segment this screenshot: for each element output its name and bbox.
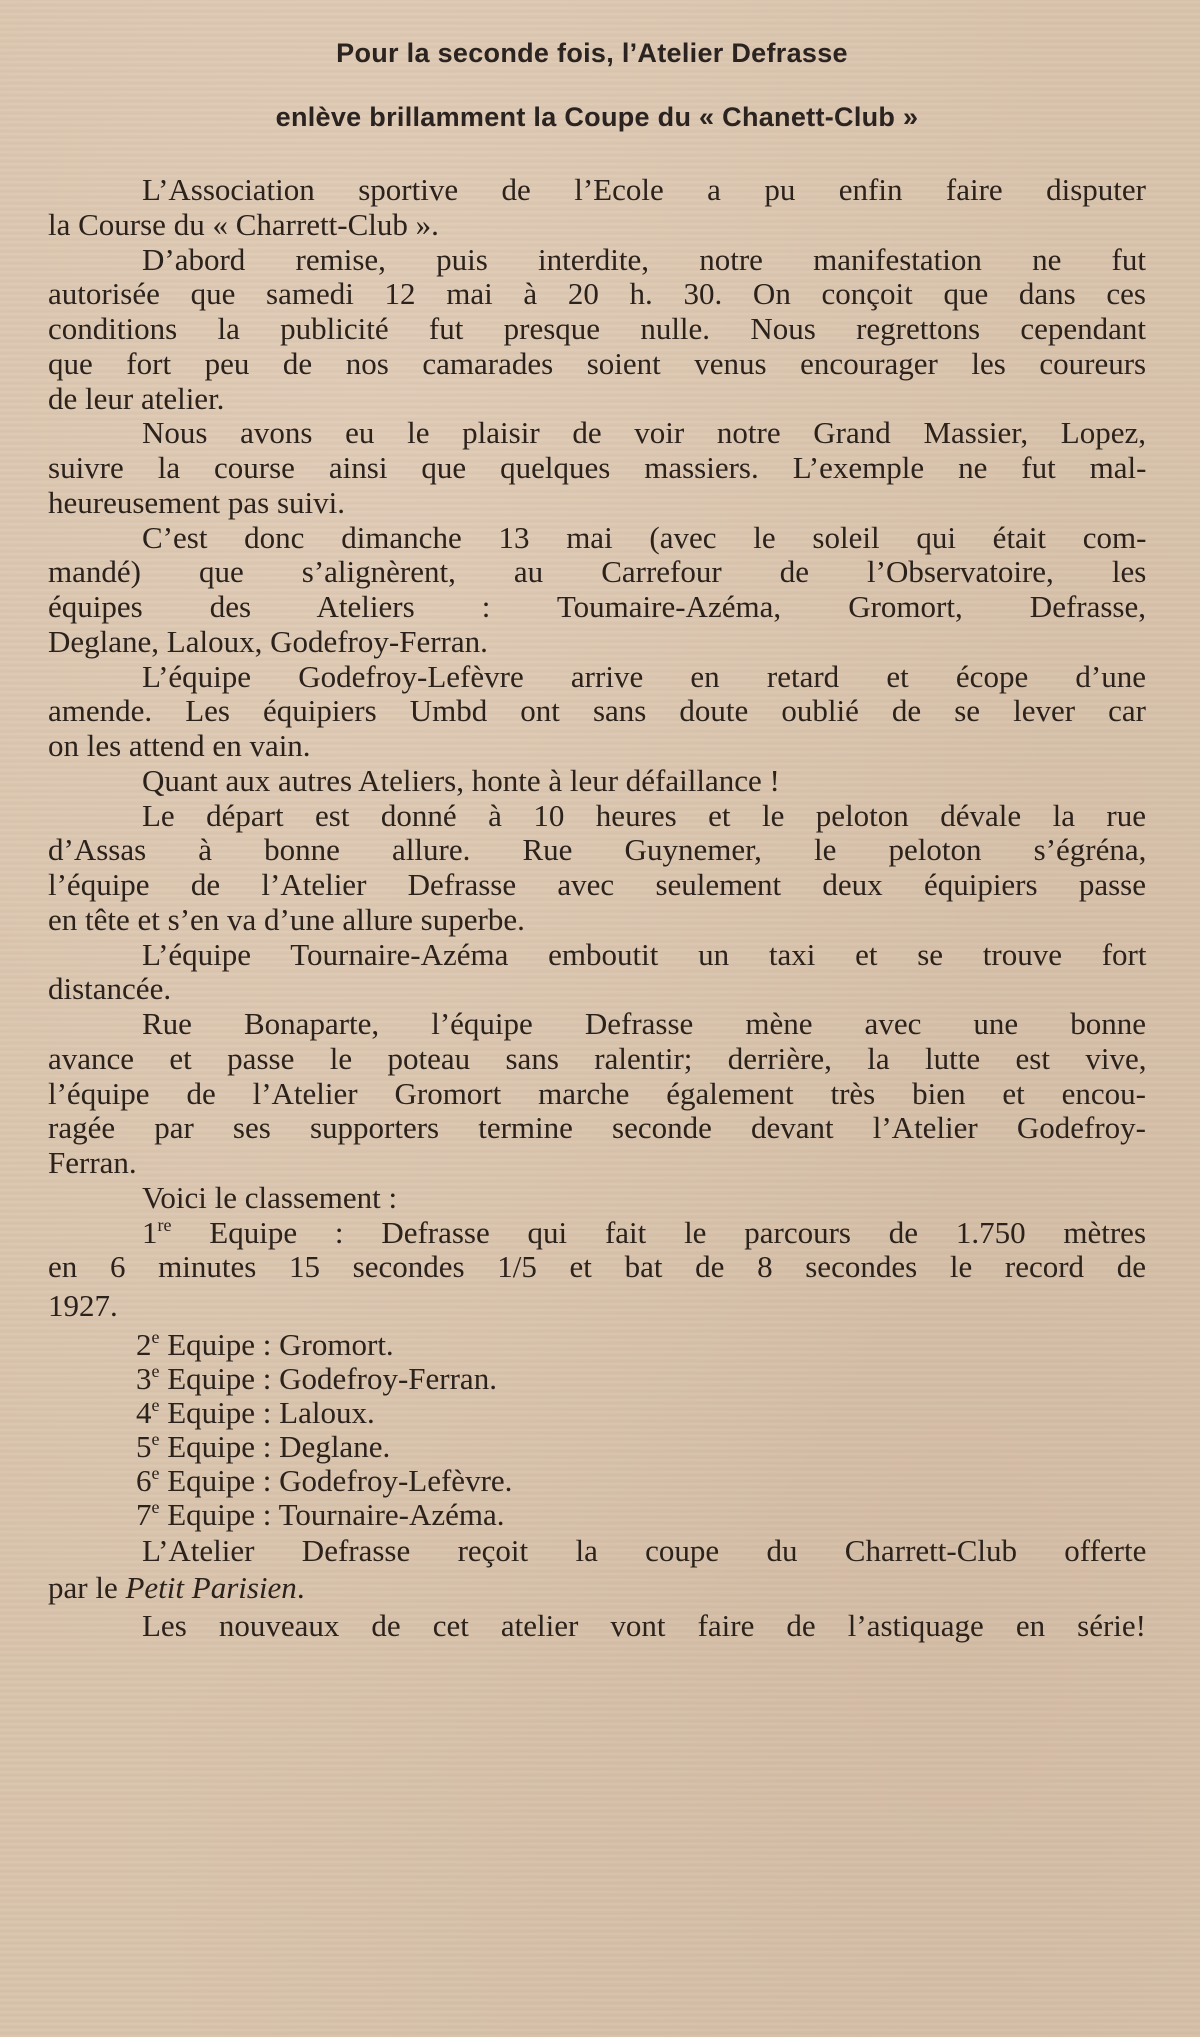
rank-number: 1 — [142, 1214, 158, 1250]
ranking-label: Equipe : Deglane. — [167, 1428, 391, 1464]
body-line: on les attend en vain. — [48, 728, 311, 763]
body-line: Nous avons eu le plaisir de voir notre Grand Massier, Lopez, — [142, 415, 1146, 451]
body-line: Rue Bonaparte, l’équipe Defrasse mène avec une bonne — [142, 1006, 1146, 1041]
body-line: équipes des Ateliers : Toumaire-Azéma, Gromort, Defrasse, — [48, 589, 1146, 624]
body-line: amende. Les équipiers Umbd ont sans doute oublié de se lever car — [48, 693, 1146, 729]
closing-prefix: par le — [48, 1569, 126, 1605]
body-line: C’est donc dimanche 13 mai (avec le soleil qui était com- — [142, 519, 1147, 555]
body-line: que fort peu de nos camarades soient venus encourager les coureurs — [48, 345, 1147, 381]
body-line: D’abord remise, puis interdite, notre manifestation ne fut — [142, 241, 1146, 277]
body-line: en tête et s’en va d’une allure superbe. — [48, 901, 525, 937]
body-line: suivre la course ainsi que quelques massiers. L’exemple ne fut mal- — [48, 450, 1147, 485]
rank-number: 4 — [136, 1394, 152, 1430]
ranking-item — [136, 1361, 497, 1397]
rank-suffix: e — [151, 1462, 160, 1483]
ranking-label: Equipe : Godefroy-Lefèvre. — [167, 1462, 513, 1498]
ranking-item — [136, 1327, 394, 1363]
first-place-line-1 — [142, 1215, 1146, 1251]
body-line: heureusement pas suivi. — [48, 484, 346, 520]
ranking-item — [136, 1395, 375, 1431]
ranking-label: Equipe : Godefroy-Ferran. — [167, 1360, 497, 1396]
body-line: L’équipe Tournaire-Azéma emboutit un taxi et se trouve fort — [142, 936, 1147, 972]
rank-suffix: re — [157, 1214, 172, 1235]
body-line: L’Association sportive de l’Ecole a pu enfin faire disputer — [142, 172, 1146, 207]
closing-line-2 — [48, 1570, 1146, 1606]
body-line: mandé) que s’alignèrent, au Carrefour de l’Observatoire, les — [48, 554, 1147, 590]
body-line: Voici le classement : — [142, 1179, 398, 1215]
rank-number: 3 — [136, 1360, 152, 1396]
rank-suffix: e — [151, 1496, 160, 1517]
closing-line-3: Les nouveaux de cet atelier vont faire de l’astiquage en série! — [142, 1608, 1146, 1644]
body-line: la Course du « Charrett-Club ». — [48, 206, 439, 242]
rank-suffix: e — [151, 1326, 160, 1347]
ranking-item — [136, 1429, 390, 1465]
rank-number: 6 — [136, 1462, 152, 1498]
body-line: autorisée que samedi 12 mai à 20 h. 30. On conçoit que dans ces — [48, 276, 1146, 312]
body-line: l’équipe de l’Atelier Defrasse avec seulement deux équipiers passe — [48, 867, 1146, 902]
body-line: Ferran. — [48, 1145, 137, 1180]
first-place-text: Equipe : Defrasse qui fait le parcours de 1.750 mètres — [209, 1214, 1147, 1250]
body-line: Le départ est donné à 10 heures et le peloton dévale la rue — [142, 797, 1146, 833]
body-line: d’Assas à bonne allure. Rue Guynemer, le peloton s’égréna, — [48, 832, 1147, 868]
rank-suffix: e — [151, 1394, 160, 1415]
body-line: L’équipe Godefroy-Lefèvre arrive en retard et écope d’une — [142, 658, 1146, 694]
rank-number: 5 — [136, 1428, 152, 1464]
headline-line-2: enlève brillamment la Coupe du « Chanett-Club » — [275, 102, 919, 132]
rank-suffix: e — [151, 1360, 160, 1381]
ranking-item — [136, 1463, 512, 1499]
ranking-label: Equipe : Tournaire-Azéma. — [167, 1496, 505, 1532]
first-place-line-3: 1927. — [48, 1288, 118, 1323]
body-line: conditions la publicité fut presque nulle. Nous regrettons cependant — [48, 311, 1146, 346]
body-line: ragée par ses supporters termine seconde devant l’Atelier Godefroy- — [48, 1110, 1146, 1146]
body-line: distancée. — [48, 971, 172, 1007]
body-line: avance et passe le poteau sans ralentir; derrière, la lutte est vive, — [48, 1040, 1147, 1076]
body-line: de leur atelier. — [48, 380, 225, 416]
headline-line-1: Pour la seconde fois, l’Atelier Defrasse — [336, 38, 848, 68]
rank-number: 7 — [136, 1496, 152, 1532]
ranking-item — [136, 1497, 505, 1533]
ranking-label: Equipe : Gromort. — [167, 1326, 394, 1362]
ranking-label: Equipe : Laloux. — [167, 1394, 375, 1430]
body-line: Quant aux autres Ateliers, honte à leur défaillance ! — [142, 762, 780, 798]
closing-suffix: . — [296, 1569, 305, 1605]
newspaper-name: Petit Parisien — [125, 1569, 297, 1605]
body-line: Deglane, Laloux, Godefroy-Ferran. — [48, 623, 488, 659]
closing-line-1: L’Atelier Defrasse reçoit la coupe du Charrett-Club offerte — [142, 1532, 1147, 1568]
first-place-line-2: en 6 minutes 15 secondes 1/5 et bat de 8 secondes le record de — [48, 1249, 1146, 1285]
rank-number: 2 — [136, 1326, 152, 1362]
rank-suffix: e — [151, 1428, 160, 1449]
body-line: l’équipe de l’Atelier Gromort marche également très bien et encou- — [48, 1075, 1146, 1111]
